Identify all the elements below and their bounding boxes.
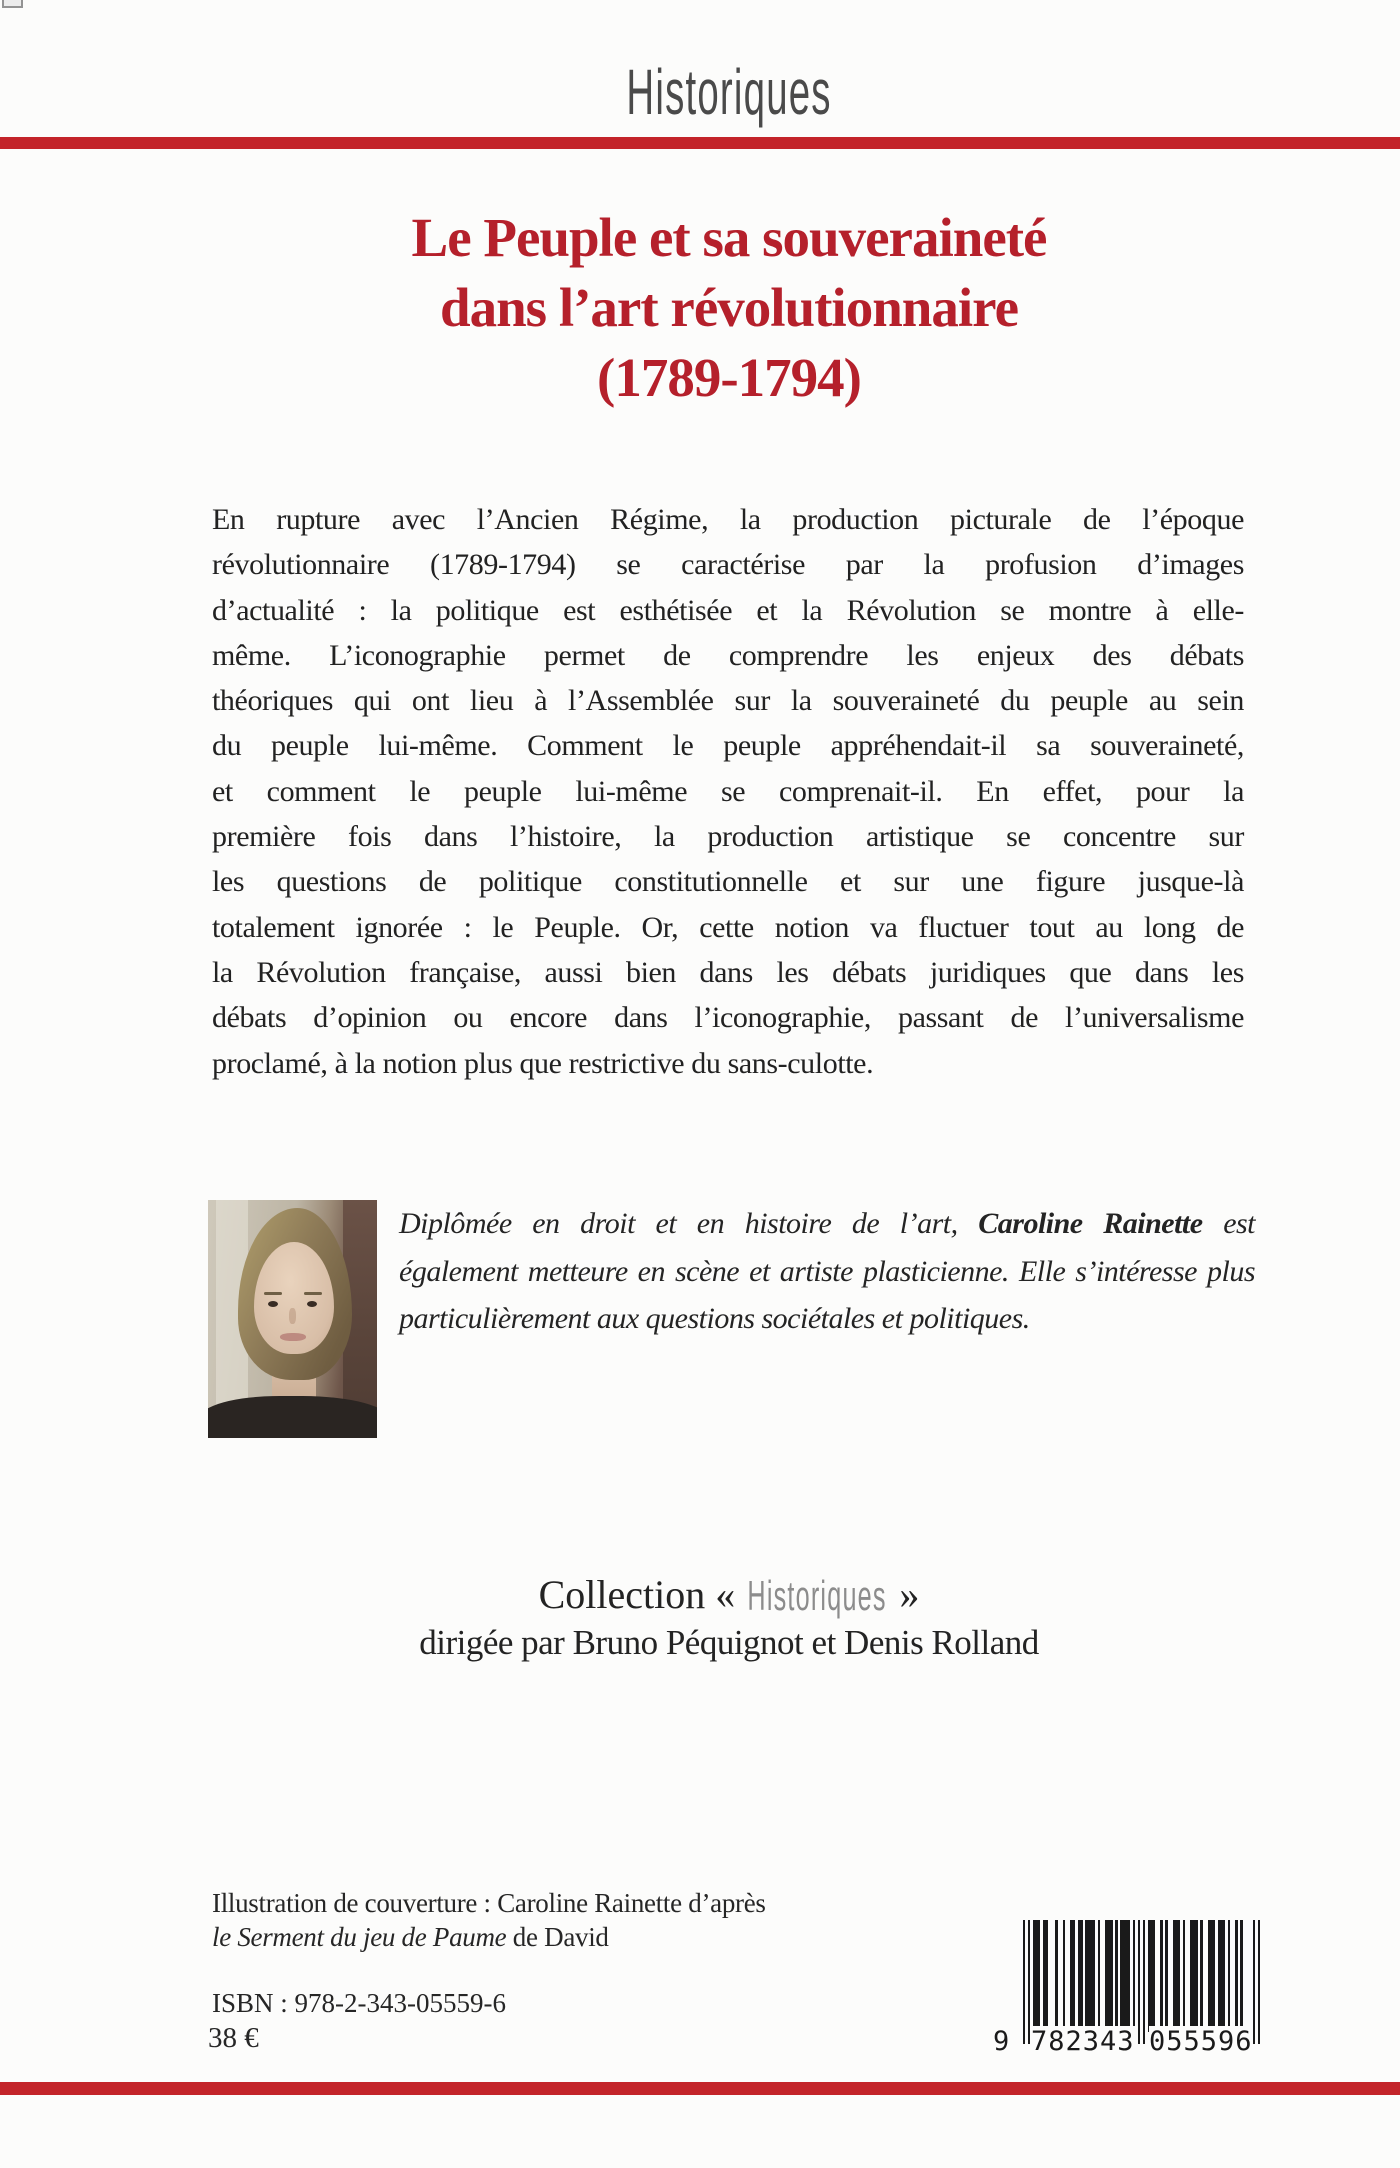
barcode-bar [1078,1920,1083,2032]
barcode-digit-left: 9 [993,2026,1011,2057]
credit-line-2 [212,1920,766,1954]
price-label: 38 € [208,2022,259,2054]
synopsis-line: les questions de politique constitutionnelle et sur une figure jusque-là [212,865,1244,899]
synopsis-paragraph [212,497,1244,1086]
collection-line [58,1572,1400,1619]
barcode-digits-right: 055596 [1149,2026,1253,2057]
synopsis-line: révolutionnaire (1789-1794) se caractérise par la profusion d’images [212,548,1244,582]
barcode-bar [1085,1920,1095,2032]
barcode-digits-middle: 782343 [1031,2026,1135,2057]
title-line-1: Le Peuple et sa souveraineté [411,207,1047,268]
top-red-rule [0,137,1400,149]
synopsis-line: la Révolution française, aussi bien dans les débats juridiques que dans les [212,955,1244,989]
credit-line-1: Illustration de couverture : Caroline Rainette d’après [212,1888,766,1918]
bio-text: est [1202,1207,1256,1240]
barcode-bar [1098,1920,1100,2032]
synopsis-line: débats d’opinion ou encore dans l’iconographie, passant de l’universalisme [212,1001,1244,1035]
isbn-line: ISBN : 978-2-343-05559-6 [212,1988,506,2018]
collection-block [58,1572,1400,1667]
synopsis-line: première fois dans l’histoire, la production artistique se concentre sur [212,820,1244,854]
barcode-bar [1070,1920,1075,2032]
barcode-bar [1143,1920,1145,2044]
barcode-bar [1173,1920,1180,2032]
photo-lips [280,1333,306,1341]
barcode-bar [1258,1920,1260,2044]
photo-eye-right [307,1301,317,1307]
collection-prefix: Collection « [538,1572,746,1617]
collection-logo-text: Historiques [626,56,832,128]
barcode-bar [1240,1920,1242,2032]
author-photo [208,1200,377,1438]
barcode-bar [1148,1920,1155,2032]
photo-nose [289,1308,296,1324]
collection-name-logo: Historiques [747,1572,887,1619]
title-line-3: (1789-1794) [597,347,861,408]
photo-eyebrow-right [304,1292,322,1295]
author-section [208,1200,1255,1446]
barcode-bar [1023,1920,1025,2044]
synopsis-line: totalement ignorée : le Peuple. Or, cette notion va fluctuer tout au long de [212,910,1244,944]
barcode-bar [1115,1920,1117,2032]
barcode-bar [1043,1920,1048,2032]
barcode-bar [1160,1920,1162,2032]
synopsis-line: théoriques qui ont lieu à l’Assemblée sur la souveraineté du peuple au sein [212,684,1244,718]
barcode-bar [1200,1920,1202,2032]
collection-directors: dirigée par Bruno Péquignot et Denis Rolland [419,1623,1039,1662]
author-name: Caroline Rainette [978,1207,1203,1240]
photo-eyebrow-left [264,1292,282,1295]
barcode-bar [1190,1920,1197,2032]
synopsis-line: même. L’iconographie permet de comprendre les enjeux des débats [212,638,1244,672]
scan-artifact-mark [2,0,23,8]
barcode-bar [1165,1920,1167,2032]
barcode-bar [1063,1920,1065,2032]
photo-eye-left [268,1301,278,1307]
barcode-bar [1133,1920,1135,2032]
bottom-red-rule [0,2082,1400,2095]
title-line-2: dans l’art révolutionnaire [440,277,1018,338]
synopsis-line: et comment le peuple lui-même se comprenait-il. En effet, pour la [212,774,1244,808]
artwork-artist: de David [506,1922,609,1952]
barcode-bar [1253,1920,1255,2044]
synopsis-line: du peuple lui-même. Comment le peuple appréhendait-il sa souveraineté, [212,729,1244,763]
barcode-bar [1033,1920,1040,2032]
barcode-bar [1235,1920,1237,2032]
ean13-barcode [993,1920,1260,2066]
cover-illustration-credit [212,1886,766,1954]
author-bio-line-2: également metteure en scène et artiste plasticienne. Elle s’intéresse plus [399,1254,1255,1288]
collection-logo [58,56,1400,128]
barcode-bar [1218,1920,1225,2032]
barcode-bar [1120,1920,1130,2032]
artwork-title: le Serment du jeu de Paume [212,1922,507,1952]
barcode-bar [1105,1920,1112,2032]
synopsis-line: En rupture avec l’Ancien Régime, la production picturale de l’époque [212,503,1244,536]
barcode-bar [1055,1920,1057,2032]
collection-suffix: » [889,1572,920,1617]
photo-torso [208,1396,377,1438]
book-title [58,203,1400,413]
barcode-bar [1138,1920,1140,2044]
barcode-bar [1183,1920,1185,2032]
barcode-bar [1228,1920,1230,2032]
author-bio-line-3: particulièrement aux questions sociétales et politiques. [399,1302,1030,1335]
barcode-bar [1208,1920,1215,2032]
bio-text: Diplômée en droit et en histoire de l’art, [399,1207,979,1240]
synopsis-line: d’actualité : la politique est esthétisée et la Révolution se montre à elle- [212,593,1244,627]
synopsis-line: proclamé, à la notion plus que restrictive du sans-culotte. [212,1046,874,1080]
